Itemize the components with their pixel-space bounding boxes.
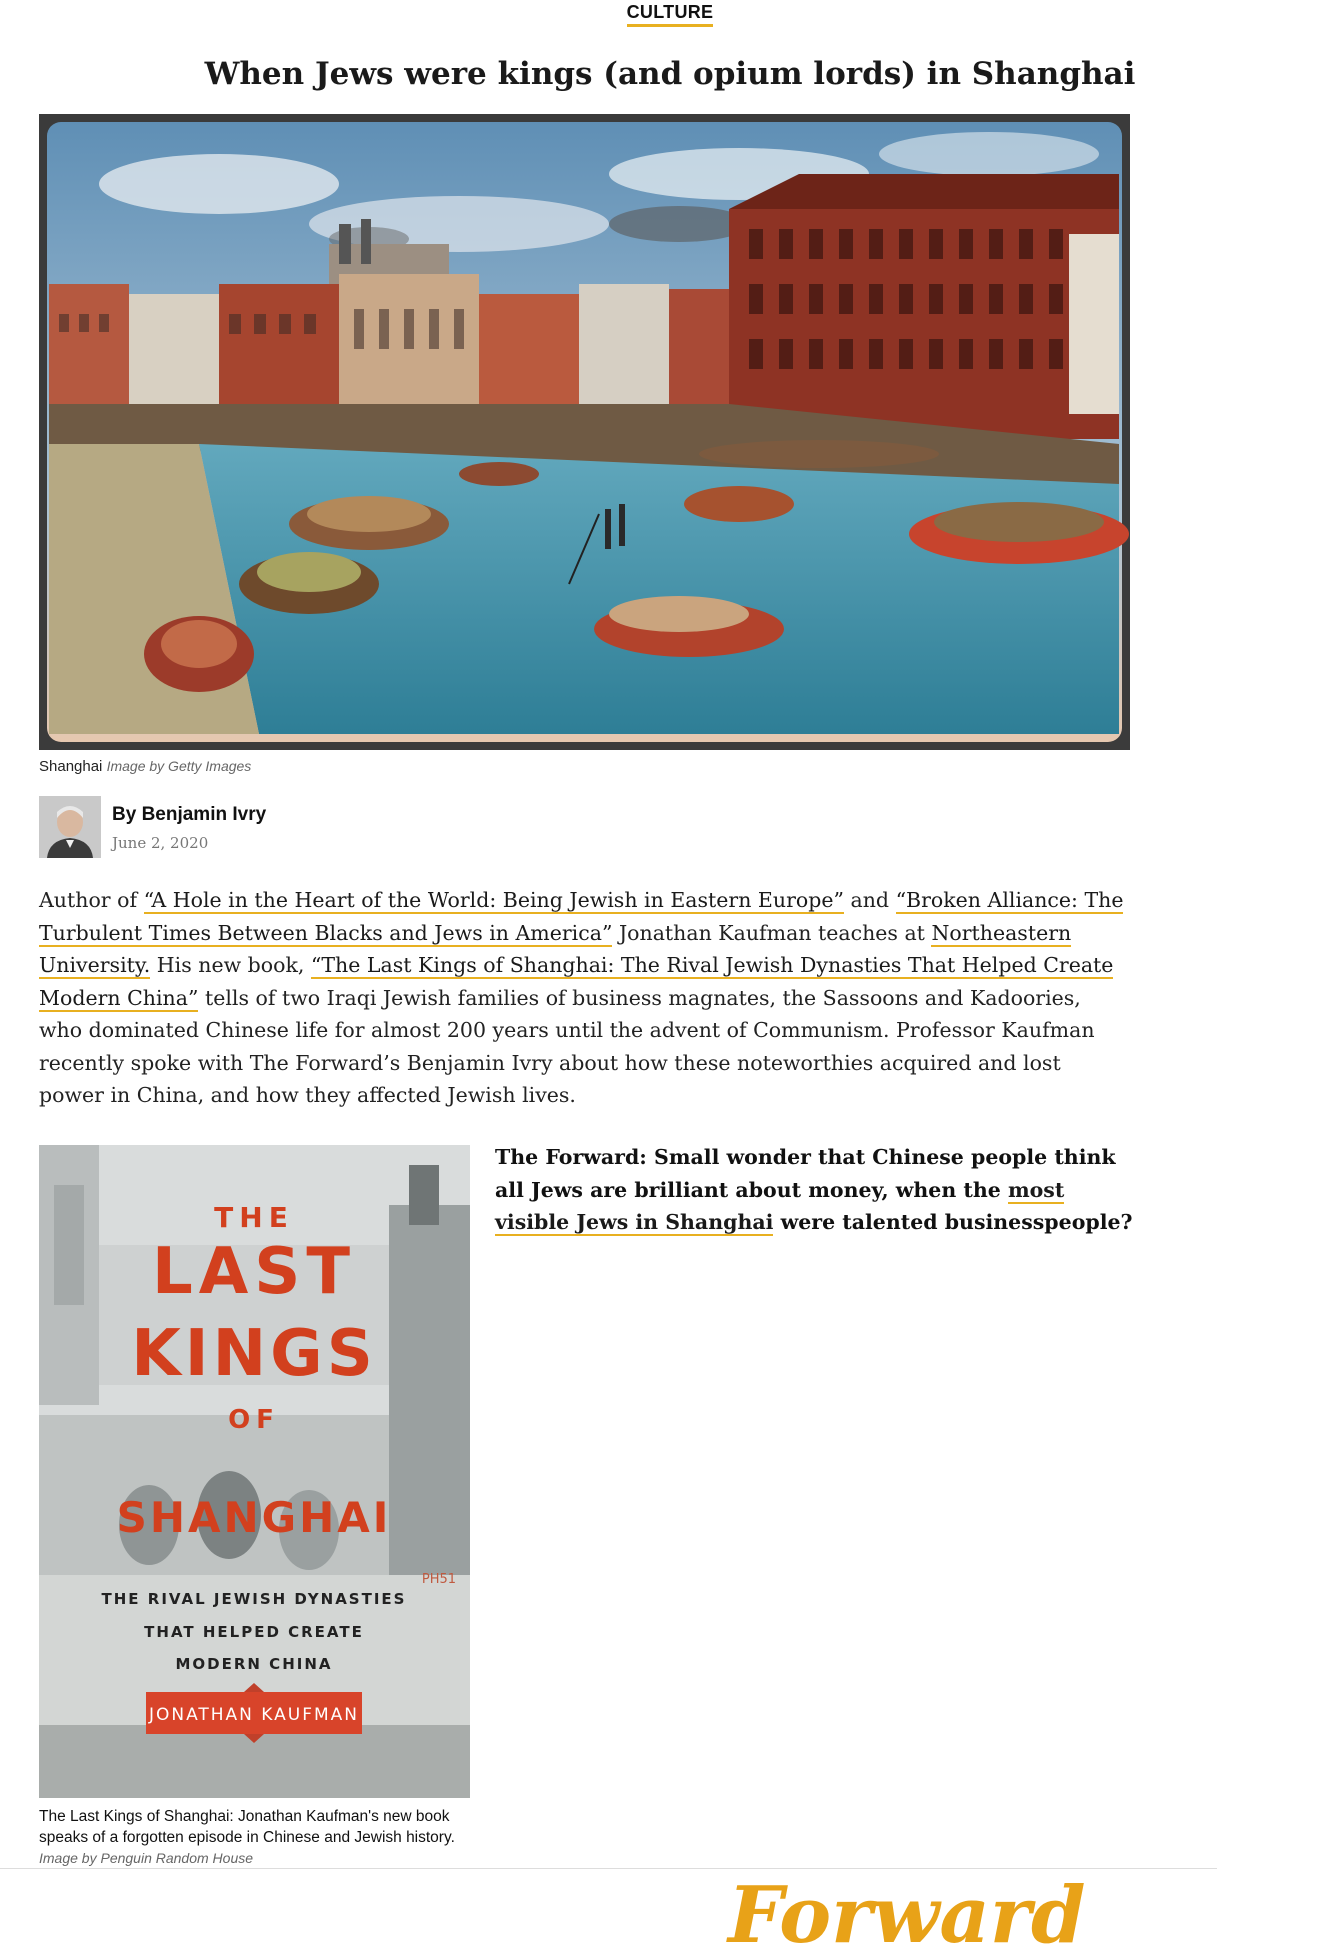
article-headline: When Jews were kings (and opium lords) in Shanghai (204, 56, 1136, 92)
publish-date: June 2, 2020 (112, 834, 209, 852)
cover-subtitle-1: THE RIVAL JEWISH DYNASTIES (101, 1590, 407, 1608)
section-label (0, 2, 1340, 23)
intro-text-5: tells of two Iraqi Jewish families of business magnates, the Sassoons and Kadoories, who dominated Chinese life for almost 200 years until the advent of Communism. Professor Kaufman recently spoke with The Forward’s Benjamin Ivry about how these noteworthies acquired and lost power in China, and how they affected Jewish lives. (39, 985, 1095, 1107)
cover-subtitle-3: MODERN CHINA (175, 1655, 333, 1673)
intro-paragraph (39, 884, 1124, 1112)
interview-question (495, 1141, 1135, 1239)
author-portrait-illustration (39, 796, 101, 858)
footer-divider (0, 1868, 1217, 1869)
intro-text-4: His new book, (150, 953, 311, 977)
forward-logo-mark (728, 1870, 1086, 1956)
question-text-1: The Forward: Small wonder that Chinese people think all Jews are brilliant about money, when the (495, 1145, 1116, 1202)
hero-caption-text: Shanghai (39, 758, 103, 775)
cover-title-the: THE (214, 1201, 294, 1234)
book-caption-text: The Last Kings of Shanghai: Jonathan Kaufman's new book speaks of a forgotten episode in Chinese and Jewish history. (39, 1808, 455, 1846)
link-most-visible-jews[interactable]: most visible Jews in Shanghai (495, 1177, 1065, 1234)
book-caption (39, 1806, 470, 1869)
hero-caption (39, 758, 251, 775)
intro-text-2: and (843, 888, 896, 912)
intro-text-1: Author of (39, 888, 144, 912)
brand-wordmark: Forward (728, 1870, 1086, 1956)
author-avatar[interactable] (39, 796, 101, 858)
book-cover-image (39, 1145, 470, 1798)
cover-stamp-text: PH51 (421, 1572, 457, 1587)
hero-image (39, 114, 1130, 750)
cover-title-last: LAST (151, 1235, 357, 1309)
link-hole-in-the-heart[interactable]: “A Hole in the Heart of the World: Being Jewish in Eastern Europe” (143, 888, 844, 912)
link-last-kings-of-shanghai[interactable]: “The Last Kings of Shanghai: The Rival Jewish Dynasties That Helped Create Modern China” (39, 953, 1114, 1010)
book-cover-illustration (39, 1145, 470, 1798)
intro-text-3: Jonathan Kaufman teaches at (612, 920, 932, 945)
link-northeastern-university[interactable]: Northeastern University. (39, 920, 1072, 977)
cover-author: JONATHAN KAUFMAN (148, 1705, 360, 1725)
cover-title-shanghai: SHANGHAI (116, 1493, 392, 1542)
cover-subtitle-2: THAT HELPED CREATE (144, 1623, 364, 1641)
book-credit: Image by Penguin Random House (39, 1850, 254, 1866)
cover-title-kings: KINGS (131, 1317, 377, 1391)
link-broken-alliance[interactable]: “Broken Alliance: The Turbulent Times Between Blacks and Jews in America” (39, 888, 1124, 945)
section-link[interactable]: CULTURE (627, 2, 714, 27)
cover-title-of: OF (228, 1405, 280, 1435)
author-name[interactable]: By Benjamin Ivry (112, 804, 267, 825)
question-text-2: were talented businesspeople? (773, 1210, 1133, 1234)
shanghai-postcard-illustration (39, 114, 1130, 750)
hero-credit: Image by Getty Images (106, 758, 252, 774)
forward-logo[interactable] (728, 1870, 1086, 1956)
